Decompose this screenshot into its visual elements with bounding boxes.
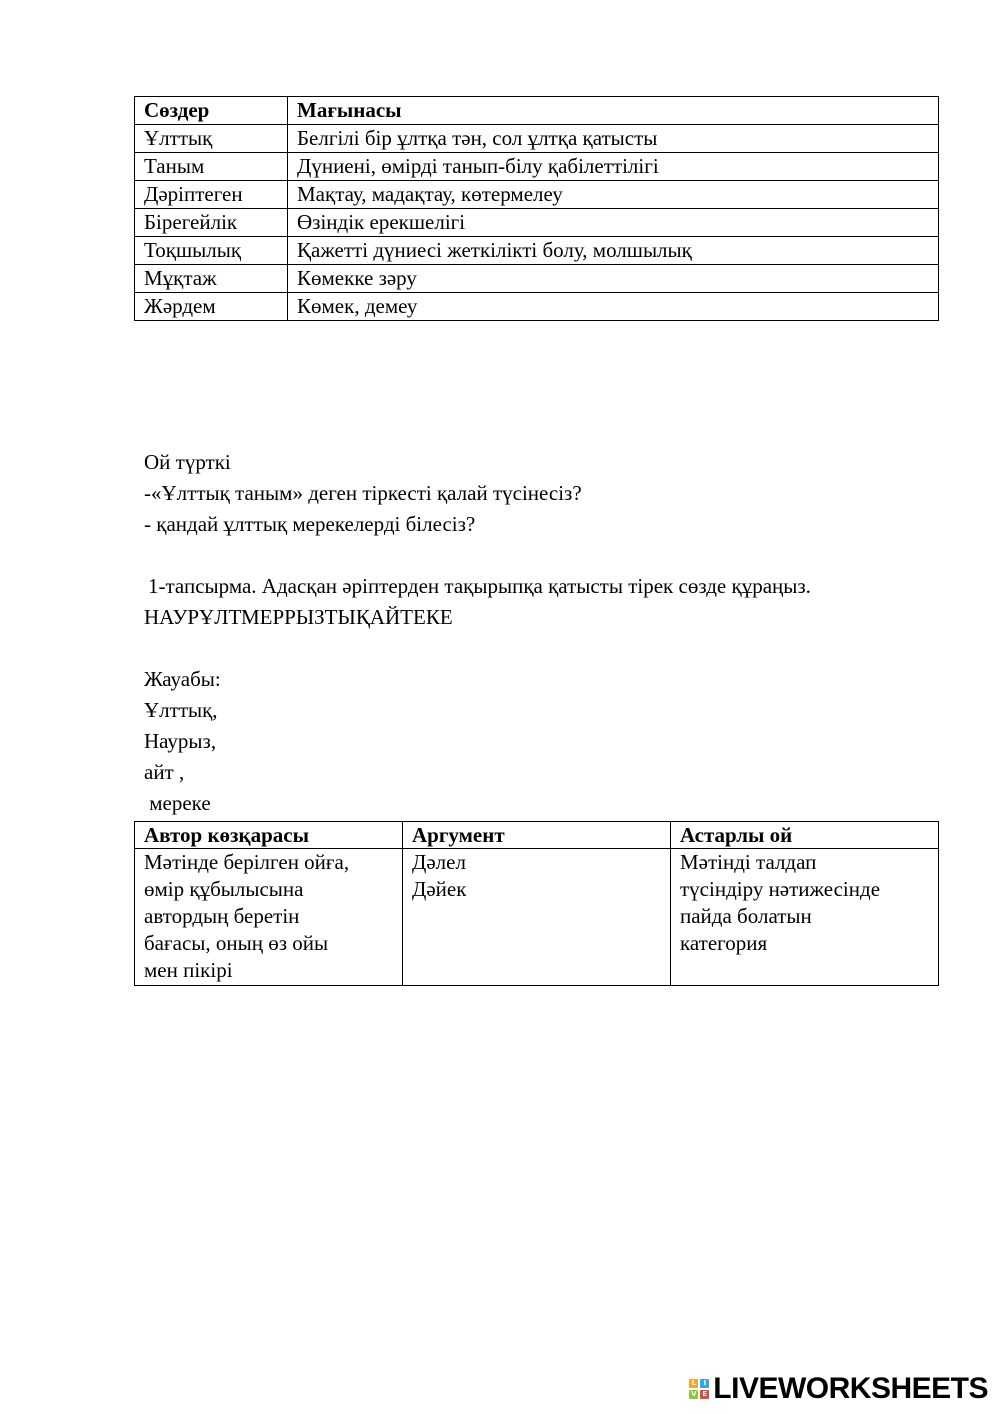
table-header-row — [135, 822, 939, 849]
liveworksheets-logo[interactable] — [689, 1372, 988, 1406]
cell-line: Мәтінді талдап — [680, 850, 817, 874]
answer-word: мереке — [144, 791, 211, 815]
meaning-cell: Көмек, демеу — [288, 293, 939, 321]
meaning-cell: Мақтау, мадақтау, көтермелеу — [288, 181, 939, 209]
argument-cell — [403, 849, 671, 986]
table-row — [135, 237, 939, 265]
word-cell: Бірегейлік — [135, 209, 288, 237]
cell-line: бағасы, оның өз ойы — [144, 931, 329, 955]
column-header: Сөздер — [135, 97, 288, 125]
author-view-cell — [135, 849, 403, 986]
table-row — [135, 181, 939, 209]
prompt-question-1: -«Ұлттық таным» деген тіркесті қалай түсінесіз? — [144, 481, 582, 505]
cell-line: өмір құбылысына — [144, 877, 304, 901]
analysis-table — [134, 821, 939, 986]
liveworksheets-logo-icon: L I V E — [689, 1379, 709, 1399]
cell-line: мен пікірі — [144, 958, 233, 982]
answer-word: айт , — [144, 760, 185, 784]
word-cell: Ұлттық — [135, 125, 288, 153]
cell-line: пайда болатын — [680, 904, 812, 928]
word-cell: Дәріптеген — [135, 181, 288, 209]
column-header: Аргумент — [403, 822, 671, 849]
prompt-question-2: - қандай ұлттық мерекелерді білесіз? — [144, 512, 476, 536]
meaning-cell: Дүниені, өмірді танып-білу қабілеттілігі — [288, 153, 939, 181]
meaning-cell: Белгілі бір ұлтқа тән, сол ұлтқа қатысты — [288, 125, 939, 153]
word-cell: Жәрдем — [135, 293, 288, 321]
task-instruction: 1-тапсырма. Адасқан әріптерден тақырыпқа қатысты тірек сөзде құраңыз. — [148, 574, 811, 598]
cell-line: автордың беретін — [144, 904, 300, 928]
table-row — [135, 293, 939, 321]
table-row — [135, 265, 939, 293]
table-header-row — [135, 97, 939, 125]
answer-word: Наурыз, — [144, 729, 217, 753]
cell-line: Мәтінде берілген ойға, — [144, 850, 350, 874]
vocabulary-table — [134, 96, 939, 321]
table-row — [135, 849, 939, 986]
prompt-title: Ой түрткі — [144, 450, 231, 474]
cell-line: Дәлел — [412, 850, 466, 874]
word-cell: Тоқшылық — [135, 237, 288, 265]
column-header: Астарлы ой — [671, 822, 939, 849]
table-row — [135, 153, 939, 181]
subtext-cell — [671, 849, 939, 986]
answer-label: Жауабы: — [144, 667, 221, 691]
meaning-cell: Қажетті дүниесі жеткілікті болу, молшылық — [288, 237, 939, 265]
meaning-cell: Өзіндік ерекшелігі — [288, 209, 939, 237]
column-header: Автор көзқарасы — [135, 822, 403, 849]
table-row — [135, 209, 939, 237]
meaning-cell: Көмекке зәру — [288, 265, 939, 293]
logo-text: LIVEWORKSHEETS — [713, 1372, 988, 1405]
scrambled-letters: НАУРҰЛТМЕРРЫЗТЫҚАЙТЕКЕ — [144, 605, 453, 629]
word-cell: Мұқтаж — [135, 265, 288, 293]
answer-word: Ұлттық, — [144, 698, 218, 722]
cell-line: категория — [680, 931, 768, 955]
cell-line: түсіндіру нәтижесінде — [680, 877, 881, 901]
word-cell: Таным — [135, 153, 288, 181]
column-header: Мағынасы — [288, 97, 939, 125]
table-row — [135, 125, 939, 153]
cell-line: Дәйек — [412, 877, 467, 901]
